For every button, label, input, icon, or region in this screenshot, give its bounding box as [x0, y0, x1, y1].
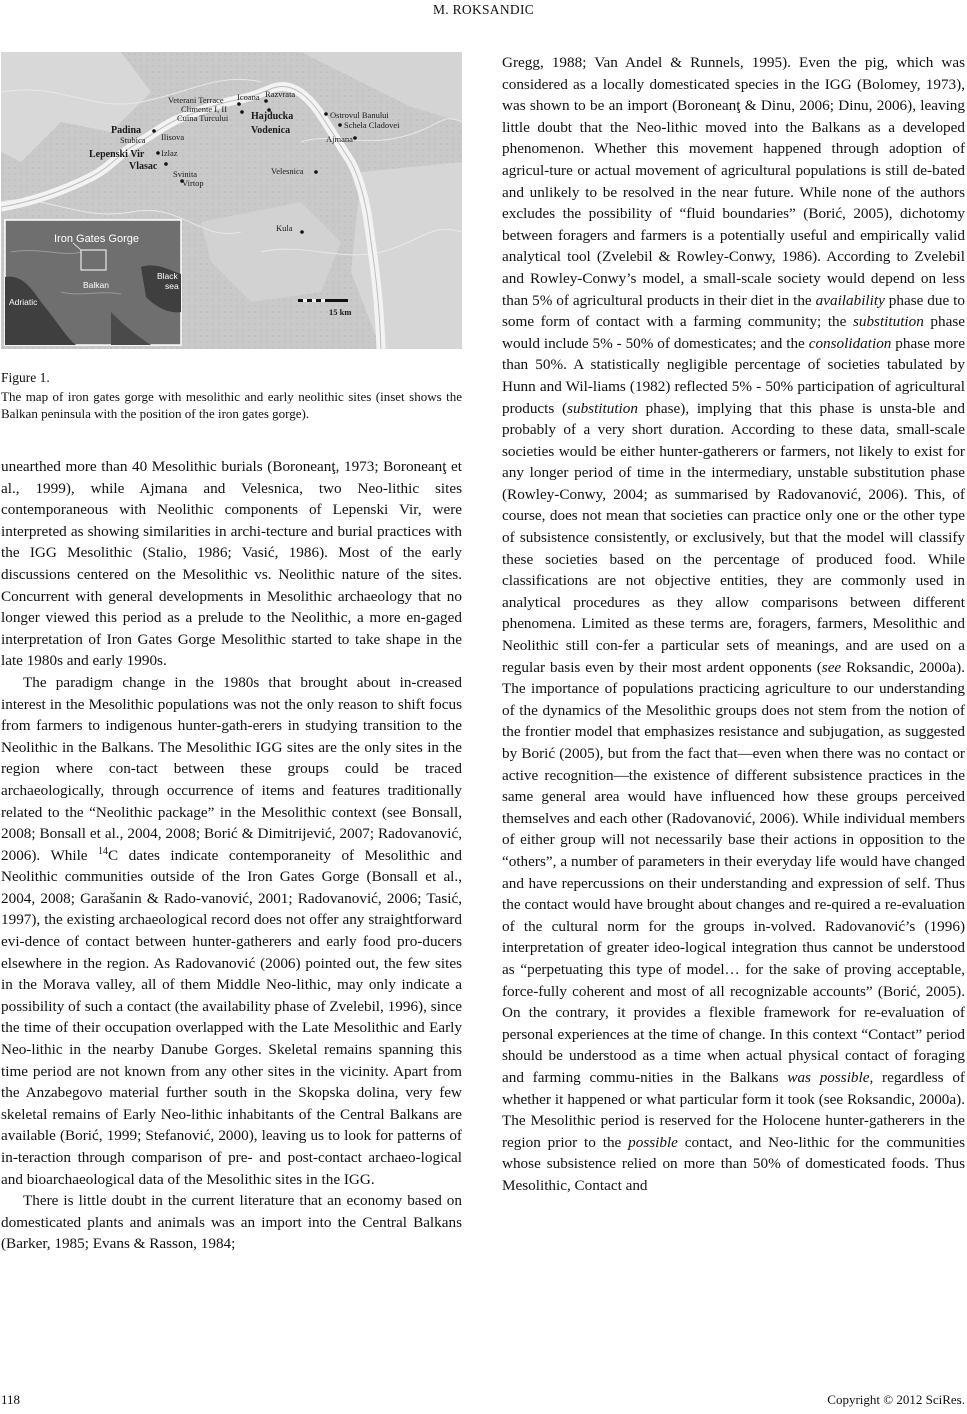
site-hajducka: Hajducka	[251, 111, 294, 122]
figure-label: Figure 1.	[1, 370, 50, 385]
italic-term: consolidation	[808, 334, 892, 352]
site-ilisova: Ilisova	[161, 132, 185, 142]
paragraph: unearthed more than 40 Mesolithic burials (Boroneanţ, 1973; Boroneanţ et al., 1999), while Ajmana and Velesnica, two Neo-lithic sites contemporaneous with Neolithic components of Lepenski Vir, were interpreted as showing similarities in archi-tecture and burial practices with the IGG Mesolithic (Stalio, 1986; Vasić, 1986). Most of the early discussions centered on the Mesolithic vs. Neolithic nature of the sites. Concurrent with general developments in Mesolithic archaeology that no longer viewed this period as a prelude to the Neolithic, a more en-gaged interpretation of Iron Gates Gorge Mesolithic started to take shape in the late 1980s and early 1990s.	[1, 458, 462, 670]
inset-sea-label: sea	[165, 281, 179, 291]
page-number: 118	[1, 1392, 21, 1407]
text-run: phase due to some form of contact with a farming community; the	[502, 291, 965, 331]
paragraph-text: C dates indicate contemporaneity of Mesolithic and Neolithic communities outside of the Iron Gates Gorge (Bonsall et al., 2004, 2008; Garašanin & Rado-vanović, 2001; Radovanović, 2006; Tasić, 1997), the existing archaeological record does not offer any straightforward evi-dence of contact between hunter-gatherers and early food pro-ducers elsewhere in the region. As Radovanović (2006) pointed out, the few sites in the Morava valley, all of them Middle Neo-lithic, may only indicate a possibility of such a contact (the availability phase of Zvelebil, 1996), since the time of their occupation overlapped with the Late Mesolithic and Early Neo-lithic in the nearby Danube Gorges. Skeletal remains spanning this time period are not known from any other sites in the vicinity. Apart from the Anzabegovo material further south in the Skopska dolina, very few skeletal remains of Early Neo-lithic inhabitants of the Central Balkans are available (Borić, 1999; Stefanović, 2000), leaving us to look for patterns of in-teraction through comparison of pre- and post-contact archaeo-logical and bioarchaeological data of the Mesolithic sites in the IGG.	[1, 846, 462, 1188]
site-veterani: Veterani Terrace	[168, 95, 224, 105]
site-svinita: Svinita	[173, 169, 198, 179]
figure-caption	[1, 369, 462, 423]
figure-caption-text: The map of iron gates gorge with mesolithic and early neolithic sites (inset shows the Balkan peninsula with the position of the iron gates gorge).	[1, 388, 462, 421]
text-run: phase would include 5% - 50% of domesticates; and the	[502, 313, 965, 352]
site-virtop: Virtop	[182, 178, 204, 188]
site-stubica: Stubica	[120, 135, 146, 145]
text-run: phase), implying that this phase is unsta-ble and probably of a very short duration. According to these data, small-scale societies would be either hunter-gatherers or farmers, not likely to exist for any longer period of time in the intermediary, unstable substitution phase (Rowley-Conwy, 2004; as summarised by Radovanović, 2006). This, of course, does not mean that societies can practice only one or the other type of subsistence consistently, or exclusively, but that the model will classify these societies based on the percentage of produced food. While classifications are not objective entities, they are commonly used in analytical procedures as they allow comparisons between different phenomena. Limited as these terms are, foragers, farmers, Mesolithic and Neolithic still con-fer a particular sets of meanings, and are used on a regular basis even by their most ardent opponents (	[502, 399, 965, 676]
site-razvrata: Razvrata	[265, 89, 296, 99]
paragraph	[1, 672, 462, 1190]
inset-black-label: Black	[157, 271, 178, 281]
site-icoana: Icoana	[237, 92, 260, 102]
left-column	[1, 456, 462, 1255]
inset-map	[5, 220, 181, 345]
paragraph	[502, 52, 965, 1196]
site-cuina: Cuina Turcului	[177, 113, 229, 123]
text-run: Roksandic, 2000a). The importance of populations practicing agriculture to our understanding of the dynamics of the Mesolithic groups does not stem from the notion of the frontier model that emphasizes resistance and subjugation, as suggested by Borić (2005), but from the fact that—even when there was no contact or active recognition—the existence of different subsistence practices in the same general area would have influenced how these groups perceived themselves and each other (Radovanović, 2006). While individual members of either group will not necessarily base their actions in opposition to the “others”, a number of parameters in their everyday life would have changed and have repercussions on their understanding and expression of self. Thus the contact would have brought about changes and re-quired a re-evaluation of the cultural norm for the groups in-volved. Radovanović’s (1996) interpretation of greater ideo-logical integration thus cannot be understood as “perpetuating this type of model… for the sake of proving acceptable, force-fully coherent and most of all recognizable accounts” (Borić, 2005). On the contrary, it provides a flexible framework for re-evaluation of personal experiences at the time of change. In this context “Contact” period should be understood as a time when actual physical contact of foraging and farming commu-nities in the Balkans	[502, 658, 966, 1086]
site-ostrovul: Ostrovul Banului	[330, 110, 389, 120]
superscript: 14	[98, 845, 109, 857]
italic-term: availability	[815, 291, 885, 309]
text-run: phase more than 50%. A statistically negligible percentage of societies tabulated by Hunn and Wil-liams (1982) reflected 5% - 50% participation of agricultural products (	[502, 334, 965, 417]
copyright-notice: Copyright © 2012 SciRes.	[827, 1392, 965, 1407]
inset-balkan-label: Balkan	[83, 280, 109, 290]
text-run: Gregg, 1988; Van Andel & Runnels, 1995). Even the pig, which was considered as a locally domesticated species in the IGG (Bolomey, 1973), was shown to be an import (Boroneanţ & Dinu, 2006; Dinu, 2006), leaving little doubt that the Neo-lithic moved into the Balkans as a developed phenomenon. Whether this movement happened through adoption of agricul-ture or actual movement of agricultural populations is still de-bated and unlikely to be resolved in the near future. While none of the authors excludes the possibility of “fluid boundaries” (Borić, 2005), dichotomy between foragers and farmers is a potentially useful and empirically valid analytical tool (Zvelebil & Rowley-Conwy, 1986). According to Zvelebil and Rowley-Conwy’s model, a small-scale society would depend on less than 5% of agricultural products in their diet in the	[502, 54, 965, 309]
text-run: contact, and Neo-lithic for the communities whose subsistence relied on more than 50% of domesticated foods. Thus Mesolithic, Contact and	[502, 1133, 965, 1194]
paragraph-text: The paradigm change in the 1980s that brought about in-creased interest in the Mesolithic populations was not the only reason to shift focus from farmers to indigenous hunter-gath-erers in studying transition to the Neolithic in the Balkans. The Mesolithic IGG sites are the only sites in the region where con-tact between these groups could be traced archaeologically, through occurrence of items and features traditionally related to the “Neolithic package” in the Mesolithic context (see Bonsall, 2008; Bonsall et al., 2004, 2008; Borić & Dimitrijević, 2007; Radovanović, 2006). While	[1, 673, 462, 864]
italic-term: see	[821, 658, 842, 676]
site-climente: Climente I, II	[181, 104, 228, 114]
site-padina: Padina	[111, 125, 142, 136]
site-lepenski: Lepenski Vir	[89, 149, 145, 160]
italic-term: substitution	[852, 313, 924, 331]
italic-term: possible	[628, 1133, 678, 1151]
italic-term: substitution	[567, 399, 638, 417]
inset-title: Iron Gates Gorge	[54, 233, 139, 245]
running-header: M. ROKSANDIC	[432, 2, 535, 17]
site-izlaz: Izlaz	[161, 148, 178, 158]
scale-label: 15 km	[329, 307, 352, 317]
site-ajmana: Ajmana	[326, 134, 353, 144]
italic-term: was possible	[787, 1068, 870, 1086]
site-velesnica: Velesnica	[271, 166, 304, 176]
site-schela: Schela Cladovei	[344, 120, 400, 130]
site-kula: Kula	[276, 223, 293, 233]
iron-gates-map	[1, 52, 462, 349]
site-vodenica: Vodenica	[251, 125, 291, 136]
site-vlasac: Vlasac	[129, 161, 158, 172]
inset-adriatic-label: Adriatic	[9, 297, 38, 307]
text-run: , regardless of whether it happened or what particular form it took (see Roksandic, 2000a). The Mesolithic period is reserved for the Holocene hunter-gatherers in the region prior to the	[502, 1068, 965, 1151]
paragraph: There is little doubt in the current literature that an economy based on domesticated plants and animals was an import into the Central Balkans (Barker, 1985; Evans & Rasson, 1984;	[1, 1192, 462, 1253]
right-column	[502, 52, 965, 1196]
